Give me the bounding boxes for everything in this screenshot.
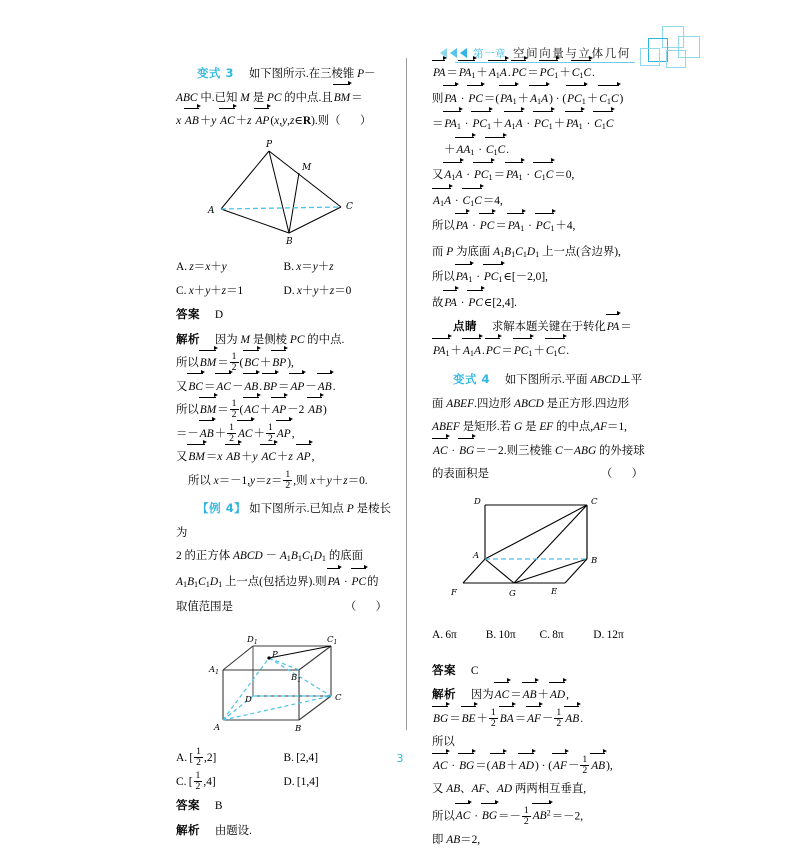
option-c-li4[interactable]: C. [ $\frac{1}{2}$ ,4] [176,769,216,792]
svg-text:D1: $D_1$ [247,634,258,646]
problem-li4-stem-l3: $A_1B_1C_1D_1$ 上一点(包括边界).则PA · PC的 [176,575,379,589]
analysis-line-5: ＝－AB＋ $\frac{1}{2}$ AC＋ $\frac{1}{2}$ AP, [176,421,295,444]
option-a[interactable]: A. z＝x＋y [176,261,227,273]
option-b[interactable]: B. x＝y＋z [283,261,334,273]
note-label: 点睛 [453,319,477,334]
analysis-line-4: 所以BM＝ $\frac{1}{2}$ (AC＋AP－2 AB) [176,398,327,421]
svg-text:E: E [551,586,558,597]
svg-text:A: A [473,550,480,561]
options-row-2 [176,280,391,304]
decorative-squares [640,26,700,68]
figure-tetrahedron-PABC [176,137,391,255]
svg-text:P: P [266,139,273,150]
problem-li4-stem-l4: 取值范围是 （ ） [176,601,391,614]
cont-line-5: 又$A_1A \cdot PC_1=PA_1 \cdot C_1C=0$, [432,169,575,183]
analysis-label-li4: 解析 [176,822,200,837]
option-d-li4[interactable]: D. [1,4] [283,775,319,788]
problem-bianshi3-stem-l3: x AB＋y AC＋z AP(x,y,z∈R).则（ ） [176,115,376,127]
svg-text:C: C [335,692,342,703]
option-a-li4[interactable]: A. [ $\frac{1}{2}$ ,2] [176,746,217,769]
answer-line-bianshi3 [176,303,391,328]
option-c-bianshi4[interactable]: C. 8π [539,628,564,641]
option-b-bianshi4[interactable]: B. 10π [485,628,516,641]
svg-text:B: B [295,723,302,734]
cont-line-10: 故PA · PC∈[2,4]. [432,296,518,309]
analysis-b4-line-3: 所以 [432,736,455,749]
problem-tag-bianshi4: 变式 4 [453,372,491,387]
option-b-li4[interactable]: B. [2,4] [283,752,319,765]
answer-label-li4: 答案 [176,798,200,813]
answer-line-bianshi4 [432,659,647,684]
option-d-bianshi4[interactable]: D. 12π [593,628,624,641]
cont-line-8: 而 P 为底面 $A_1B_1C_1D_1$ 上一点(含边界), [432,245,621,259]
problem-li4-stem: 【例 4】 如下图所示.已知点 P 是棱长为 [176,501,391,539]
svg-text:D: D [245,694,252,705]
svg-text:A: A [214,722,221,733]
cont-line-9: 所以$PA_1$ · $PC_1\in[-2,0]$, [432,271,549,285]
problem-bianshi3-stem-l2: ABC 中.已知 M 是 PC 的中点.且BM＝ [176,91,363,104]
header-chapter-label: 第一章 [473,47,506,60]
svg-text:B: B [591,555,598,566]
svg-text:C1: $C_1$ [327,634,338,646]
figure-prism-ABCD-ABEF [432,493,647,613]
svg-text:P: P [272,649,278,660]
problem-bianshi4-stem-l3: ABEF 是矩形.若 G 是 EF 的中点,AF＝1, [432,421,627,434]
analysis-line-6: 又BM＝x AB＋y AC＋z AP, [176,451,315,463]
svg-text:M: M [302,162,312,173]
header-title: 空间向量与立体几何 [513,46,631,60]
cont-line-3: $=PA_1 \cdot PC_1+A_1A \cdot PC_1+PA_1 \cdot C_1C$ [432,118,614,132]
analysis-line-7: 所以 x＝－1,y＝z＝ $\frac{1}{2}$ ,则 x＋y＋z＝0. [188,468,368,491]
problem-bianshi4-stem-l2: 面 ABEF.四边形 ABCD 是正方形.四边形 [432,397,630,410]
problem-bianshi3-stem: 变式 3 如下图所示.在三棱锥 P－ [197,66,376,80]
option-c[interactable]: C. x＋y＋z＝1 [176,284,244,297]
svg-text:A: A [208,205,215,216]
svg-text:G: G [509,588,516,599]
analysis-b4-line-2: BG＝BE＋ $\frac{1}{2}$ BA＝AF－ $\frac{1}{2}$ AB. [433,706,584,730]
page-number: 3 [396,752,404,765]
answer-line-li4 [176,794,391,819]
problem-bianshi4-stem-l5: 的表面积是 （ ） [432,468,647,481]
cont-line-6: $A_1A \cdot C_1C=4$, [433,194,503,208]
analysis-b4-line-4: AC · BG＝(AB＋AD) · (AF－ $\frac{1}{2}$ AB), [433,753,613,777]
analysis-b4-line-6: 所以AC · BG＝－ $\frac{1}{2}$ $AB^2=-2$, [432,804,584,827]
svg-text:D: D [474,496,481,507]
cont-line-4: $+AA_1 \cdot C_1C$. [444,143,510,157]
option-a-bianshi4[interactable]: A. 6π [432,628,457,641]
analysis-b4-line-7: 即 AB＝2, [432,833,481,846]
problem-tag: 变式 3 [197,66,235,80]
options-row-1 [176,256,391,280]
option-d[interactable]: D. x＋y＋z＝0 [283,284,352,297]
column-divider [406,58,407,730]
cont-line-2: 则PA · $PC=(PA_1+A_1A) \cdot (PC_1+C_1C)$ [432,92,624,106]
analysis-line-2: 所以BM＝ $\frac{1}{2}$ (BC＋BP), [176,351,294,374]
figure-cube-ABCD-A1B1C1D1 [176,628,391,746]
svg-text:B: B [286,236,293,245]
note-line-2: $PA_1+A_1A.PC=PC_1+C_1C$. [433,344,570,358]
svg-text:A1: $A_1$ [209,664,219,676]
problem-tag-li4: 【例 4】 [197,501,247,515]
problem-bianshi4-stem: 变式 4 如下图所示.平面 ABCD⊥平 [453,372,643,387]
answer-label-bianshi4: 答案 [432,662,456,677]
analysis-b4-line-1: 解析 因为AC＝AB＋AD, [432,687,569,702]
svg-text:F: F [451,587,457,598]
cont-line-1: $PA=PA_1+A_1A.PC=PC_1+C_1C$. [433,67,595,81]
options-li4-row-2 [176,771,391,795]
problem-li4-stem-l2: 2 的正方体 ABCD － $A_1B_1C_1D_1$ 的底面 [176,550,363,564]
answer-value: D [214,309,224,321]
analysis-line-3: 又BC＝AC－AB.BP＝AP－AB. [176,380,336,393]
svg-text:C: C [591,496,598,507]
note-line-1: 点睛 求解本题关键在于转化PA＝ [453,319,632,334]
svg-text:C: C [346,201,353,212]
right-column [432,62,647,852]
options-bianshi4 [432,624,647,648]
answer-value-bianshi4: C [470,664,479,677]
answer-label: 答案 [176,307,200,321]
analysis-line-1: 解析 因为 M 是侧棱 PC 的中点. [176,331,345,346]
left-column [176,62,391,843]
analysis-label-bianshi4: 解析 [432,687,456,702]
analysis-label: 解析 [176,331,200,346]
analysis-line-li4: 解析 由题设. [176,822,252,837]
answer-value-li4: B [214,800,223,813]
svg-text:B1: $B_1$ [291,672,302,684]
problem-bianshi4-stem-l4: AC · BG＝－2.则三棱锥 C－ABG 的外接球 [433,444,645,457]
cont-line-7: 所以PA · $PC=PA_1 \cdot PC_1+4$, [432,220,576,234]
analysis-b4-line-5: 又 AB、AF、AD 两两相互垂直, [432,783,587,796]
